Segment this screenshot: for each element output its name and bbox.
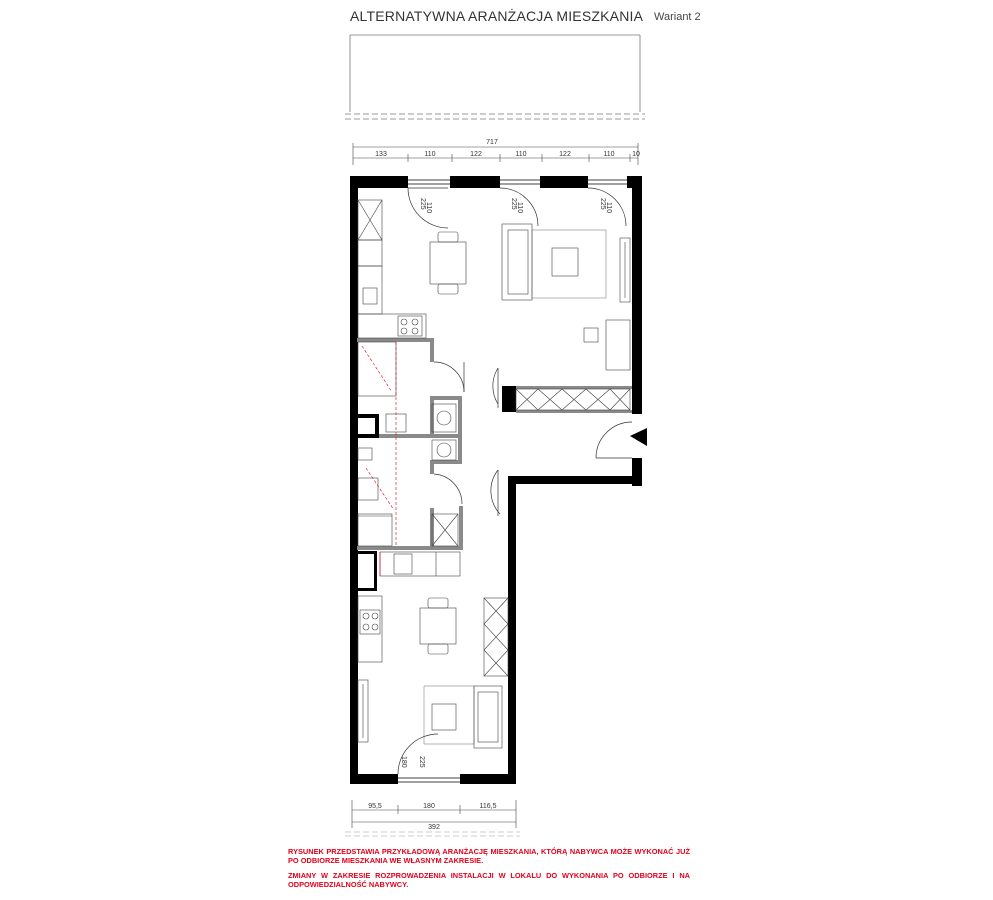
dim-bottom-seg-1: 95,5: [368, 803, 382, 810]
lower-dining-table: [420, 598, 456, 654]
win2-width: 110: [516, 202, 523, 214]
dim-top-seg-7: 10: [632, 151, 640, 158]
lower-living: [358, 598, 508, 748]
top-dimensions: [353, 143, 638, 165]
disclaimer-note-2: ZMIANY W ZAKRESIE ROZPROWADZENIA INSTALACJI W LOKALU DO WYKONANIA PO ODBIORZE I NA ODPOWIEDZIALNOŚĆ NABYWCY.: [288, 871, 690, 889]
dim-top-seg-5: 122: [559, 151, 571, 158]
dim-top-seg-6: 110: [603, 151, 615, 158]
dim-bottom-seg-3: 116,5: [479, 803, 497, 810]
dim-top-seg-2: 110: [424, 151, 436, 158]
dim-top-seg-3: 122: [470, 151, 482, 158]
dim-bottom-total: 392: [428, 824, 440, 831]
terrace: [345, 35, 645, 119]
exterior-walls: [350, 176, 642, 784]
plan-title: ALTERNATYWNA ARANŻACJA MIESZKANIA: [350, 8, 644, 24]
dim-top-total: 717: [486, 139, 498, 146]
variant-label: Wariant 2: [654, 11, 701, 23]
win4-height: 225: [418, 756, 425, 768]
upper-kitchen: [358, 200, 426, 338]
lower-kitchen: [358, 552, 460, 662]
win4-width: 180: [400, 756, 407, 768]
dim-top-seg-1: 133: [375, 151, 387, 158]
interior-doors: [434, 362, 632, 516]
interior-partitions: [357, 338, 632, 550]
entrance-arrow-icon: [630, 428, 647, 446]
upper-living: [502, 224, 630, 370]
hall-wardrobe: [516, 389, 630, 410]
bathrooms: [358, 342, 458, 546]
win2-height: 225: [510, 198, 517, 210]
win1-height: 225: [419, 198, 426, 210]
upper-dining-table: [430, 232, 466, 294]
disclaimer-note-1: RYSUNEK PRZEDSTAWIA PRZYKŁADOWĄ ARANŻACJĘ MIESZKANIA, KTÓRĄ NABYWCA MOŻE WYKONAĆ JUŻ PO ODBIORZE MIESZKANIA WE WŁASNYM ZAKRESIE.: [288, 847, 690, 865]
dim-bottom-seg-2: 180: [423, 803, 435, 810]
dim-top-seg-4: 110: [515, 151, 527, 158]
win1-width: 110: [425, 202, 432, 214]
win3-width: 110: [605, 202, 612, 214]
win3-height: 225: [599, 198, 606, 210]
